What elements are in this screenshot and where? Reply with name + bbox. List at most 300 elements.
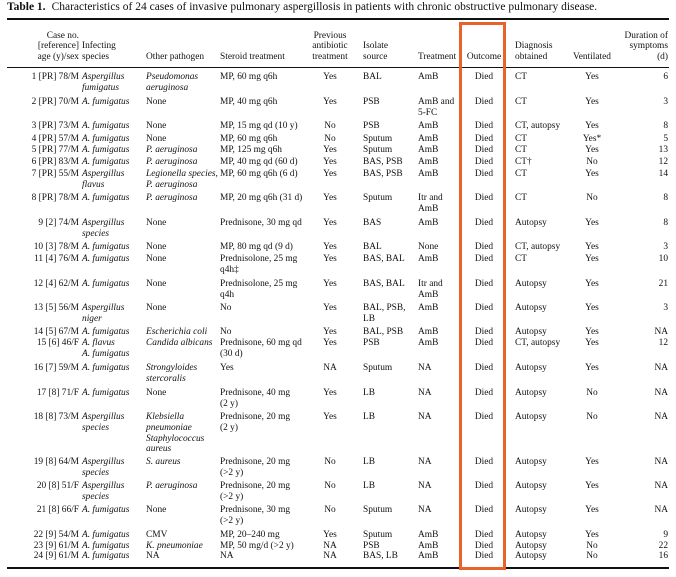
isolate-cell: PSB <box>363 338 380 348</box>
ventilated-cell: Yes* <box>582 134 602 144</box>
species-cell: A. flavus <box>82 338 115 348</box>
diagnosis-cell: Autopsy <box>515 541 547 551</box>
pathogen-cell: P. aeruginosa <box>146 179 198 190</box>
ventilated-cell: Yes <box>585 481 599 491</box>
steroid-cell: No <box>220 303 232 313</box>
duration-cell: 14 <box>658 169 668 179</box>
diagnosis-cell: Autopsy <box>515 530 547 540</box>
species-cell: species <box>82 467 110 478</box>
table-label: Table 1. <box>7 1 46 13</box>
pathogen-cell: Pseudomonas <box>146 72 199 82</box>
case-cell: 11 [4] 76/M <box>34 254 79 264</box>
duration-cell: 12 <box>658 157 668 167</box>
species-cell: A. fumigatus <box>82 505 130 515</box>
diagnosis-cell: Autopsy <box>515 551 547 561</box>
pathogen-cell: K. pneumoniae <box>146 541 203 551</box>
isolate-cell: BAS, BAL <box>363 279 405 289</box>
species-cell: Aspergillus <box>82 457 125 467</box>
steroid-cell: No <box>220 327 232 337</box>
duration-cell: NA <box>654 388 668 398</box>
case-cell: 18 [8] 73/M <box>33 412 79 422</box>
outcome-cell: Died <box>474 279 494 289</box>
species-cell: A. fumigatus <box>82 348 130 359</box>
pathogen-cell: aeruginosa <box>146 82 189 93</box>
duration-cell: 13 <box>658 145 668 155</box>
case-cell: 5 [PR] 77/M <box>31 145 79 155</box>
species-cell: A. fumigatus <box>82 388 130 398</box>
diagnosis-cell: CT <box>515 97 527 107</box>
ventilated-cell: No <box>586 551 598 561</box>
species-cell: A. fumigatus <box>82 279 130 289</box>
steroid-cell: MP, 20–240 mg <box>220 530 280 540</box>
case-cell: 3 [PR] 73/M <box>31 121 79 131</box>
treatment-cell: AmB <box>418 303 439 313</box>
steroid-cell: MP, 60 mg q6h (6 d) <box>220 169 298 179</box>
header-duration: symptoms <box>629 41 668 52</box>
steroid-cell: MP, 80 mg qd (9 d) <box>220 242 293 252</box>
antibiotic-cell: Yes <box>323 72 337 82</box>
steroid-cell: (2 y) <box>220 422 238 433</box>
diagnosis-cell: CT <box>515 134 527 144</box>
top-rule <box>7 18 669 20</box>
pathogen-cell: Klebsiella <box>146 412 185 422</box>
steroid-cell: Prednisone, 30 mg qd <box>220 218 302 228</box>
species-cell: Aspergillus <box>82 412 125 422</box>
duration-cell: 9 <box>663 530 668 540</box>
pathogen-cell: aureus <box>146 444 172 455</box>
antibiotic-cell: Yes <box>323 169 337 179</box>
ventilated-cell: Yes <box>585 303 599 313</box>
isolate-cell: LB <box>363 457 375 467</box>
species-cell: A. fumigatus <box>82 363 130 373</box>
isolate-cell: LB <box>363 481 375 491</box>
case-cell: 7 [PR] 55/M <box>31 169 79 179</box>
isolate-cell: LB <box>363 313 375 324</box>
steroid-cell: MP, 60 mg q6h <box>220 72 278 82</box>
treatment-cell: NA <box>418 388 432 398</box>
diagnosis-cell: CT, autopsy <box>515 121 561 131</box>
treatment-cell: AmB <box>418 157 439 167</box>
pathogen-cell: Staphylococcus <box>146 433 205 444</box>
isolate-cell: BAL <box>363 242 382 252</box>
steroid-cell: Prednisone, 40 mg <box>220 388 291 398</box>
isolate-cell: BAS <box>363 218 382 228</box>
diagnosis-cell: Autopsy <box>515 303 547 313</box>
case-cell: 1 [PR] 78/M <box>31 72 79 82</box>
header-antibiotic: treatment <box>312 52 348 63</box>
ventilated-cell: Yes <box>585 72 599 82</box>
header-case: age (y)/sex <box>37 52 79 63</box>
case-cell: 10 [3] 78/M <box>33 242 79 252</box>
antibiotic-cell: Yes <box>323 412 337 422</box>
outcome-cell: Died <box>474 481 494 491</box>
antibiotic-cell: Yes <box>323 218 337 228</box>
ventilated-cell: Yes <box>585 218 599 228</box>
steroid-cell: MP, 40 mg qd (60 d) <box>220 157 298 167</box>
outcome-cell: Died <box>474 121 494 131</box>
outcome-cell: Died <box>474 530 494 540</box>
steroid-cell: MP, 125 mg q6h <box>220 145 282 155</box>
case-cell: 21 [8] 66/F <box>36 505 79 515</box>
ventilated-cell: Yes <box>585 530 599 540</box>
steroid-cell: Prednisone, 30 mg <box>220 505 291 515</box>
antibiotic-cell: Yes <box>323 388 337 398</box>
outcome-cell: Died <box>474 327 494 337</box>
bottom-rule <box>7 567 669 569</box>
treatment-cell: NA <box>418 505 432 515</box>
steroid-cell: MP, 15 mg qd (10 y) <box>220 121 298 131</box>
diagnosis-cell: Autopsy <box>515 388 547 398</box>
species-cell: species <box>82 491 110 502</box>
steroid-cell: MP, 20 mg q6h (31 d) <box>220 193 303 203</box>
steroid-cell: Prednisone, 20 mg <box>220 481 291 491</box>
outcome-cell: Died <box>474 242 494 252</box>
steroid-cell: Prednisone, 60 mg qd <box>220 338 302 348</box>
case-cell: 6 [PR] 83/M <box>31 157 79 167</box>
antibiotic-cell: Yes <box>323 157 337 167</box>
diagnosis-cell: CT, autopsy <box>515 338 561 348</box>
treatment-cell: Itr and <box>418 193 443 203</box>
header-species: species <box>82 52 110 63</box>
ventilated-cell: Yes <box>585 327 599 337</box>
ventilated-cell: No <box>586 388 598 398</box>
outcome-cell: Died <box>474 157 494 167</box>
antibiotic-cell: Yes <box>323 530 337 540</box>
duration-cell: 22 <box>658 541 668 551</box>
ventilated-cell: No <box>586 412 598 422</box>
case-cell: 12 [4] 62/M <box>33 279 79 289</box>
outcome-cell: Died <box>474 134 494 144</box>
steroid-cell: Prednisone, 20 mg <box>220 457 291 467</box>
header-antibiotic: Previous <box>313 30 347 41</box>
header-treatment: Treatment <box>418 52 457 63</box>
pathogen-cell: S. aureus <box>146 457 181 467</box>
case-cell: 14 [5] 67/M <box>33 327 79 337</box>
pathogen-cell: None <box>146 279 167 289</box>
pathogen-cell: None <box>146 388 167 398</box>
treatment-cell: AmB <box>418 254 439 264</box>
duration-cell: NA <box>654 505 668 515</box>
antibiotic-cell: Yes <box>323 242 337 252</box>
diagnosis-cell: Autopsy <box>515 218 547 228</box>
case-cell: 23 [9] 61/M <box>33 541 79 551</box>
ventilated-cell: Yes <box>585 457 599 467</box>
ventilated-cell: No <box>586 157 598 167</box>
diagnosis-cell: Autopsy <box>515 457 547 467</box>
duration-cell: 3 <box>663 242 668 252</box>
species-cell: A. fumigatus <box>82 541 130 551</box>
species-cell: Aspergillus <box>82 303 125 313</box>
outcome-cell: Died <box>474 97 494 107</box>
treatment-cell: AmB <box>418 289 439 300</box>
species-cell: A. fumigatus <box>82 193 130 203</box>
outcome-cell: Died <box>474 541 494 551</box>
diagnosis-cell: CT <box>515 72 527 82</box>
ventilated-cell: Yes <box>585 169 599 179</box>
case-cell: 17 [8] 71/F <box>36 388 79 398</box>
diagnosis-cell: CT <box>515 193 527 203</box>
pathogen-cell: None <box>146 505 167 515</box>
antibiotic-cell: Yes <box>323 303 337 313</box>
diagnosis-cell: Autopsy <box>515 412 547 422</box>
species-cell: A. fumigatus <box>82 145 130 155</box>
isolate-cell: Sputum <box>363 530 393 540</box>
diagnosis-cell: Autopsy <box>515 327 547 337</box>
case-cell: 9 [2] 74/M <box>38 218 79 228</box>
pathogen-cell: P. aeruginosa <box>146 145 198 155</box>
diagnosis-cell: CT, autopsy <box>515 242 561 252</box>
treatment-cell: None <box>418 242 439 252</box>
outcome-highlight-box <box>459 22 506 570</box>
isolate-cell: PSB <box>363 121 380 131</box>
duration-cell: 6 <box>663 72 668 82</box>
isolate-cell: PSB <box>363 541 380 551</box>
isolate-cell: BAL <box>363 72 382 82</box>
pathogen-cell: None <box>146 121 167 131</box>
outcome-cell: Died <box>474 218 494 228</box>
antibiotic-cell: No <box>324 505 336 515</box>
species-cell: A. fumigatus <box>82 530 130 540</box>
antibiotic-cell: No <box>324 481 336 491</box>
header-isolate: source <box>363 52 388 63</box>
species-cell: A. fumigatus <box>82 134 130 144</box>
ventilated-cell: Yes <box>585 121 599 131</box>
ventilated-cell: No <box>586 541 598 551</box>
isolate-cell: PSB <box>363 97 380 107</box>
header-pathogen: Other pathogen <box>146 52 205 63</box>
outcome-cell: Died <box>474 254 494 264</box>
isolate-cell: BAS, BAL <box>363 254 405 264</box>
case-cell: 13 [5] 56/M <box>33 303 79 313</box>
header-case: [reference] <box>37 41 79 52</box>
steroid-cell: NA <box>220 551 234 561</box>
isolate-cell: Sputum <box>363 193 393 203</box>
header-ventilated: Ventilated <box>572 52 611 63</box>
pathogen-cell: P. aeruginosa <box>146 481 198 491</box>
header-antibiotic: antibiotic <box>312 41 348 52</box>
treatment-cell: AmB <box>418 541 439 551</box>
outcome-cell: Died <box>474 338 494 348</box>
diagnosis-cell: Autopsy <box>515 481 547 491</box>
treatment-cell: AmB <box>418 121 439 131</box>
outcome-cell: Died <box>474 505 494 515</box>
duration-cell: 8 <box>663 218 668 228</box>
antibiotic-cell: Yes <box>323 338 337 348</box>
case-cell: 19 [8] 64/M <box>33 457 79 467</box>
species-cell: A. fumigatus <box>82 254 130 264</box>
species-cell: A. fumigatus <box>82 97 130 107</box>
steroid-cell: (>2 y) <box>220 515 244 526</box>
treatment-cell: Itr and <box>418 279 443 289</box>
table-title: Characteristics of 24 cases of invasive pulmonary aspergillosis in patients with chronic obstructive pulmonary disease. <box>51 1 598 13</box>
header-isolate: Isolate <box>363 41 388 52</box>
steroid-cell: q4h <box>220 289 235 300</box>
diagnosis-cell: CT <box>515 254 527 264</box>
antibiotic-cell: Yes <box>323 193 337 203</box>
treatment-cell: AmB <box>418 551 439 561</box>
diagnosis-cell: Autopsy <box>515 279 547 289</box>
outcome-cell: Died <box>474 412 494 422</box>
steroid-cell: Prednisolone, 25 mg <box>220 279 298 289</box>
steroid-cell: q4h‡ <box>220 264 239 275</box>
pathogen-cell: None <box>146 303 167 313</box>
steroid-cell: Yes <box>220 363 234 373</box>
steroid-cell: MP, 40 mg q6h <box>220 97 278 107</box>
duration-cell: NA <box>654 457 668 467</box>
table-caption <box>7 1 597 13</box>
pathogen-cell: None <box>146 218 167 228</box>
case-cell: 24 [9] 61/M <box>33 551 79 561</box>
diagnosis-cell: CT <box>515 169 527 179</box>
isolate-cell: LB <box>363 388 375 398</box>
isolate-cell: Sputum <box>363 505 393 515</box>
duration-cell: 8 <box>663 193 668 203</box>
ventilated-cell: Yes <box>585 505 599 515</box>
species-cell: Aspergillus <box>82 72 125 82</box>
header-rule <box>7 67 669 68</box>
outcome-cell: Died <box>474 145 494 155</box>
pathogen-cell: stercoralis <box>146 373 186 384</box>
isolate-cell: BAL, PSB, <box>363 303 406 313</box>
steroid-cell: (2 y) <box>220 398 238 409</box>
ventilated-cell: Yes <box>585 145 599 155</box>
treatment-cell: NA <box>418 412 432 422</box>
species-cell: Aspergillus <box>82 169 125 179</box>
antibiotic-cell: NA <box>323 541 337 551</box>
ventilated-cell: Yes <box>585 254 599 264</box>
steroid-cell: (>2 y) <box>220 467 244 478</box>
pathogen-cell: Strongyloides <box>146 363 198 373</box>
species-cell: fumigatus <box>82 82 119 93</box>
header-diagnosis: obtained <box>515 52 548 63</box>
duration-cell: NA <box>654 412 668 422</box>
antibiotic-cell: NA <box>323 551 337 561</box>
diagnosis-cell: CT† <box>515 157 532 167</box>
treatment-cell: AmB <box>418 72 439 82</box>
species-cell: flavus <box>82 179 105 190</box>
outcome-cell: Died <box>474 457 494 467</box>
isolate-cell: BAS, LB <box>363 551 398 561</box>
header-duration: Duration of <box>624 30 668 41</box>
duration-cell: 3 <box>663 97 668 107</box>
outcome-cell: Died <box>474 551 494 561</box>
outcome-cell: Died <box>474 388 494 398</box>
treatment-cell: NA <box>418 457 432 467</box>
treatment-cell: AmB <box>418 145 439 155</box>
duration-cell: 8 <box>663 121 668 131</box>
treatment-cell: AmB <box>418 327 439 337</box>
species-cell: A. fumigatus <box>82 551 130 561</box>
pathogen-cell: P. aeruginosa <box>146 157 198 167</box>
pathogen-cell: None <box>146 97 167 107</box>
pathogen-cell: None <box>146 242 167 252</box>
duration-cell: 10 <box>658 254 668 264</box>
isolate-cell: BAS, PSB <box>363 169 403 179</box>
antibiotic-cell: Yes <box>323 97 337 107</box>
steroid-cell: MP, 60 mg q6h <box>220 134 278 144</box>
header-duration: (d) <box>657 52 668 63</box>
species-cell: A. fumigatus <box>82 121 130 131</box>
duration-cell: NA <box>654 363 668 373</box>
steroid-cell: (30 d) <box>220 348 243 359</box>
species-cell: Aspergillus <box>82 481 125 491</box>
treatment-cell: AmB <box>418 203 439 214</box>
duration-cell: 21 <box>658 279 668 289</box>
ventilated-cell: Yes <box>585 279 599 289</box>
treatment-cell: NA <box>418 363 432 373</box>
antibiotic-cell: Yes <box>323 327 337 337</box>
case-cell: 4 [PR] 57/M <box>31 134 79 144</box>
case-cell: 8 [PR] 78/M <box>31 193 79 203</box>
antibiotic-cell: No <box>324 134 336 144</box>
species-cell: Aspergillus <box>82 218 125 228</box>
isolate-cell: BAL, PSB <box>363 327 404 337</box>
treatment-cell: 5-FC <box>418 107 438 118</box>
treatment-cell: AmB and <box>418 97 455 107</box>
header-steroid: Steroid treatment <box>220 52 285 63</box>
pathogen-cell: CMV <box>146 530 168 540</box>
treatment-cell: AmB <box>418 218 439 228</box>
antibiotic-cell: Yes <box>323 254 337 264</box>
antibiotic-cell: NA <box>323 363 337 373</box>
duration-cell: NA <box>654 327 668 337</box>
duration-cell: 5 <box>663 134 668 144</box>
pathogen-cell: Legionella species, <box>146 169 218 179</box>
treatment-cell: AmB <box>418 338 439 348</box>
steroid-cell: MP, 50 mg/d (>2 y) <box>220 541 294 551</box>
pathogen-cell: NA <box>146 551 160 561</box>
header-species: Infecting <box>82 41 116 52</box>
diagnosis-cell: CT <box>515 145 527 155</box>
duration-cell: 12 <box>658 338 668 348</box>
antibiotic-cell: Yes <box>323 279 337 289</box>
antibiotic-cell: No <box>324 457 336 467</box>
isolate-cell: LB <box>363 412 375 422</box>
pathogen-cell: pneumoniae <box>146 422 192 433</box>
pathogen-cell: P. aeruginosa <box>146 193 198 203</box>
isolate-cell: Sputum <box>363 134 393 144</box>
ventilated-cell: No <box>586 193 598 203</box>
steroid-cell: Prednisolone, 25 mg <box>220 254 298 264</box>
header-case: Case no. <box>46 30 79 41</box>
pathogen-cell: Escherichia coli <box>146 327 208 337</box>
species-cell: A. fumigatus <box>82 157 130 167</box>
treatment-cell: AmB <box>418 169 439 179</box>
outcome-cell: Died <box>474 303 494 313</box>
treatment-cell: NA <box>418 481 432 491</box>
species-cell: niger <box>82 313 102 324</box>
case-cell: 15 [6] 46/F <box>36 338 79 348</box>
ventilated-cell: Yes <box>585 242 599 252</box>
treatment-cell: AmB <box>418 530 439 540</box>
outcome-cell: Died <box>474 169 494 179</box>
pathogen-cell: Candida albicans <box>146 338 213 348</box>
isolate-cell: BAS, PSB <box>363 157 403 167</box>
treatment-cell: AmB <box>418 134 439 144</box>
isolate-cell: Sputum <box>363 363 393 373</box>
outcome-cell: Died <box>474 72 494 82</box>
steroid-cell: (>2 y) <box>220 491 244 502</box>
species-cell: A. fumigatus <box>82 242 130 252</box>
case-cell: 22 [9] 54/M <box>33 530 79 540</box>
species-cell: A. fumigatus <box>82 327 130 337</box>
header-outcome: Outcome <box>466 52 502 63</box>
case-cell: 16 [7] 59/M <box>33 363 79 373</box>
header-diagnosis: Diagnosis <box>515 41 553 52</box>
steroid-cell: Prednisone, 20 mg <box>220 412 291 422</box>
case-cell: 2 [PR] 70/M <box>31 97 79 107</box>
species-cell: species <box>82 228 110 239</box>
